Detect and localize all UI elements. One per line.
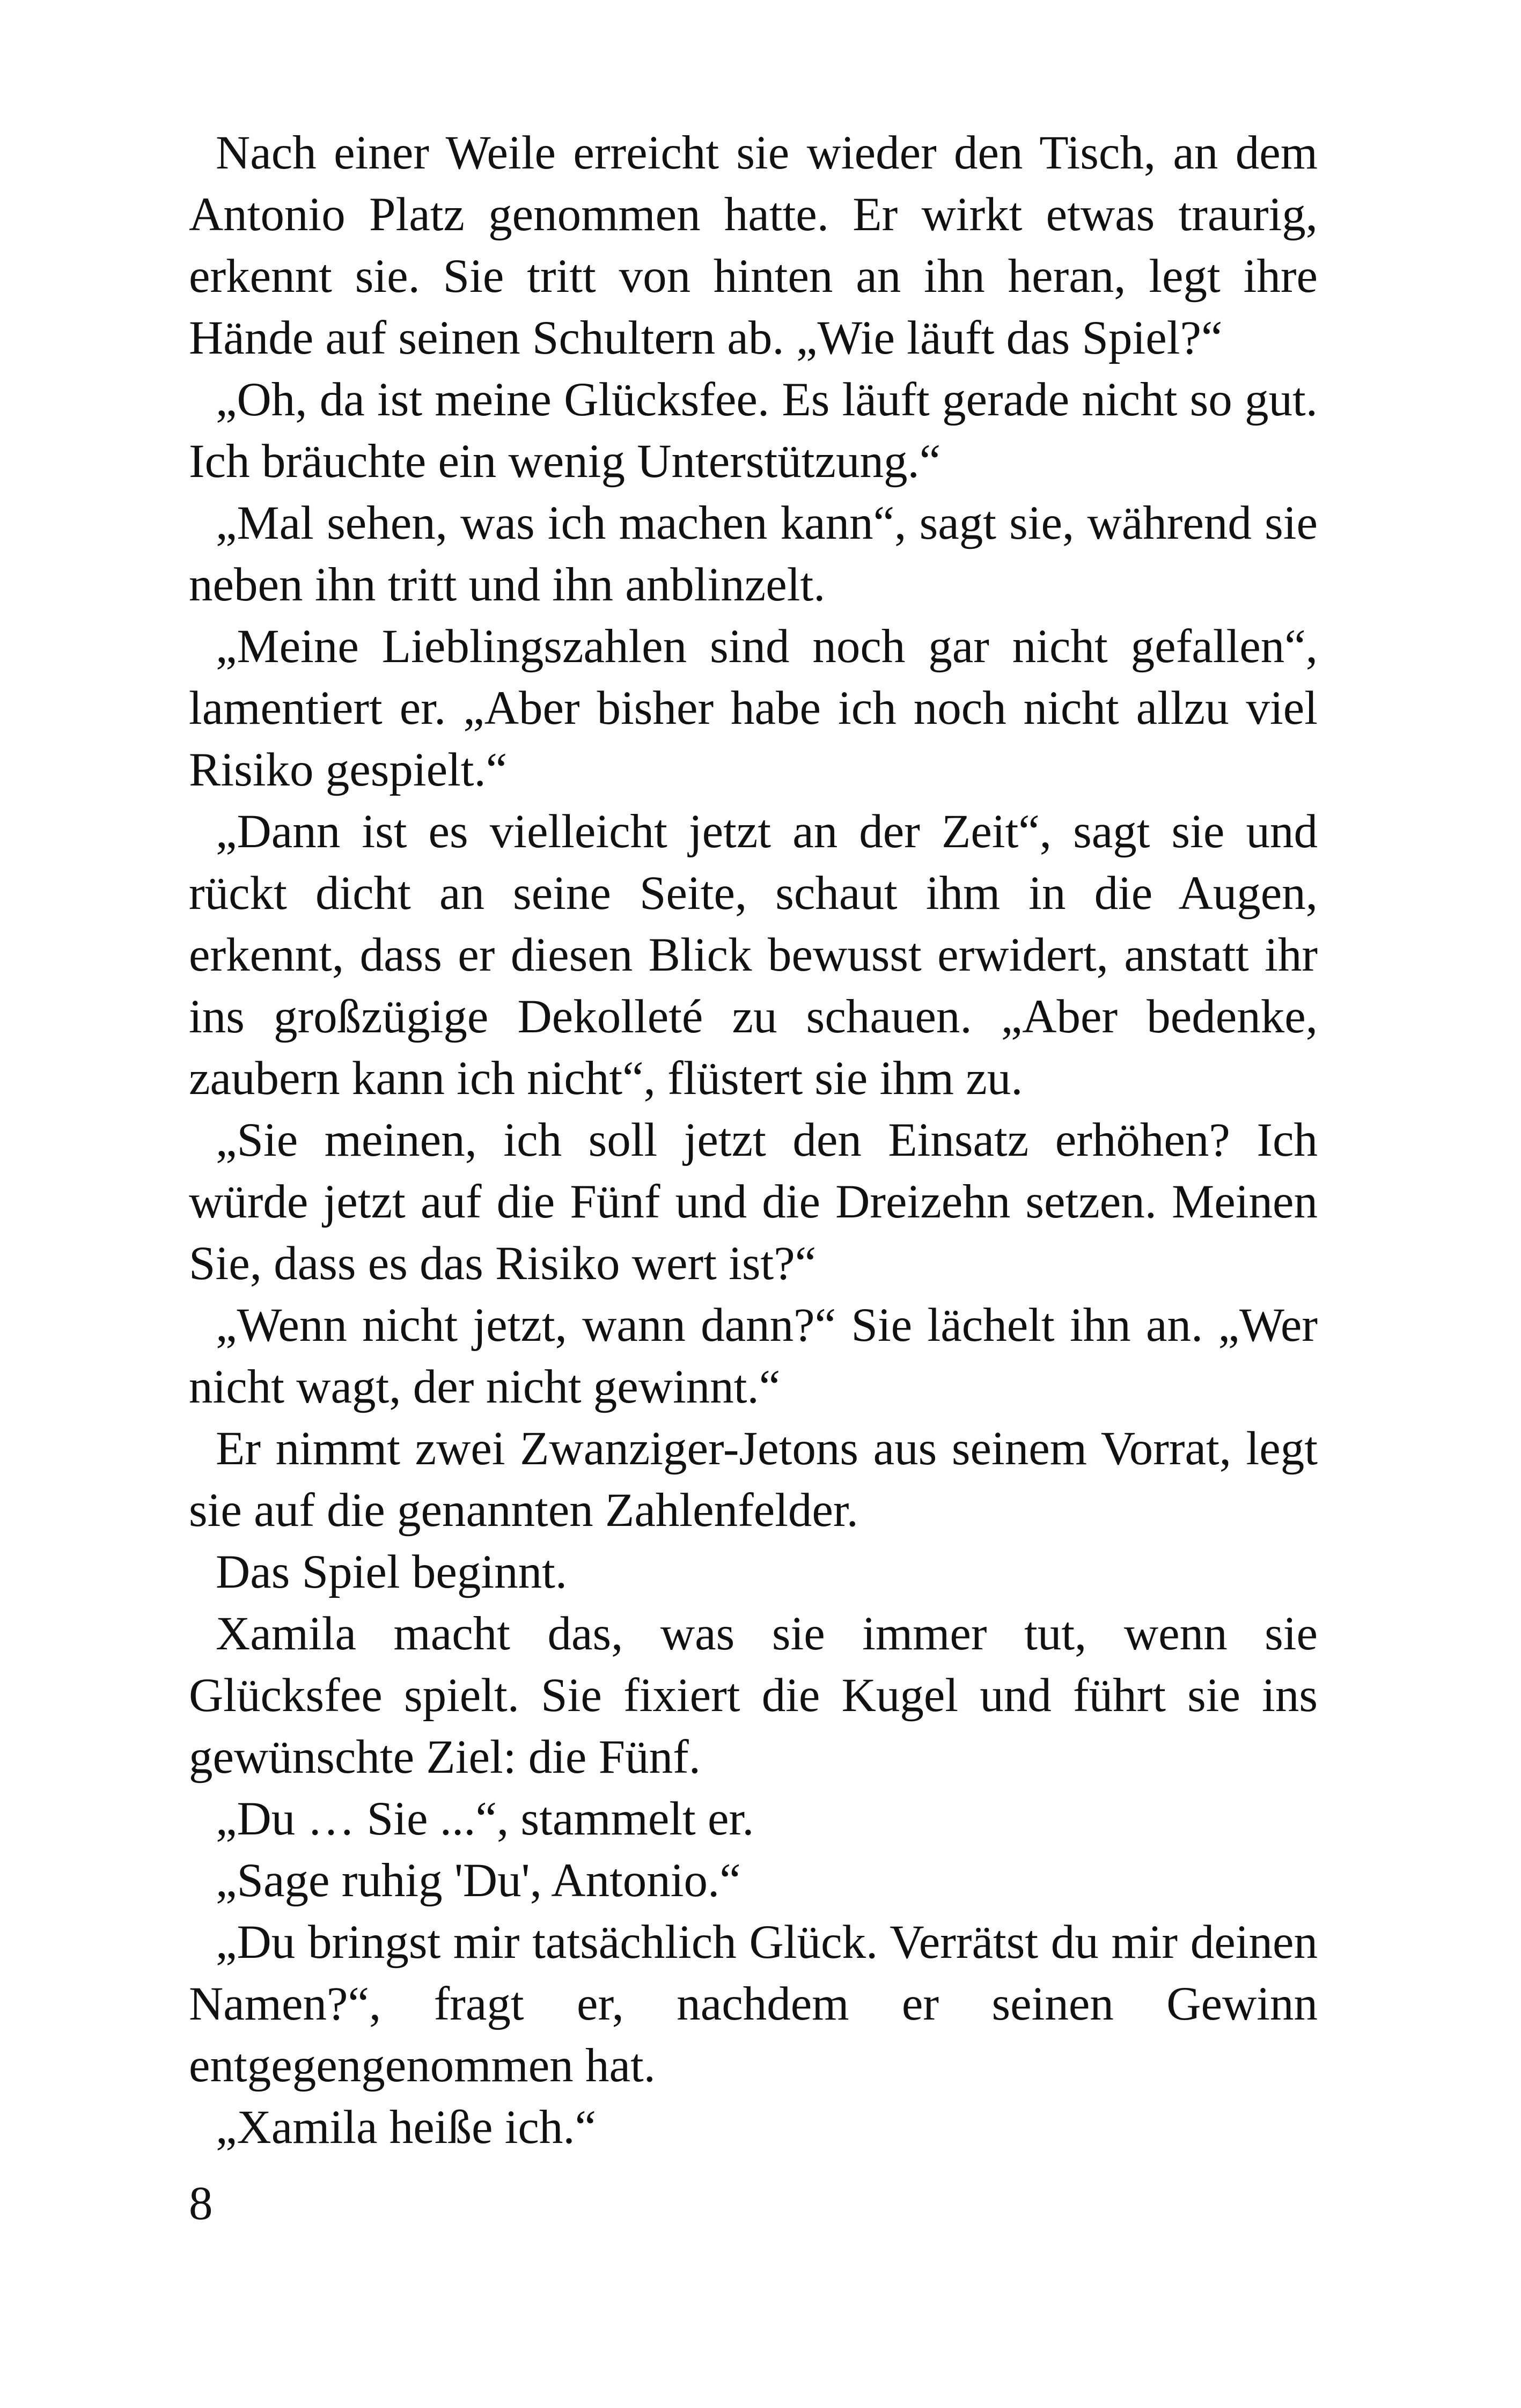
page-number: 8 xyxy=(189,2177,213,2230)
paragraph: Xamila macht das, was sie immer tut, wenn sie Glücksfee spielt. Sie fixiert die Kugel und führt sie ins gewünschte Ziel: die Fünf. xyxy=(189,1607,1318,1783)
paragraph: „Meine Lieblingszahlen sind noch gar nicht gefallen“, lamentiert er. „Aber bisher habe ich noch nicht allzu viel Risiko gespielt.“ xyxy=(189,620,1318,796)
paragraph: Er nimmt zwei Zwanziger-Jetons aus seinem Vorrat, legt sie auf die genannten Zahlenfelder. xyxy=(189,1422,1318,1537)
body-text xyxy=(189,122,1318,2159)
paragraph: „Oh, da ist meine Glücksfee. Es läuft gerade nicht so gut. Ich bräuchte ein wenig Unterstützung.“ xyxy=(189,373,1318,488)
paragraph: „Sie meinen, ich soll jetzt den Einsatz erhöhen? Ich würde jetzt auf die Fünf und die Dreizehn setzen. Meinen Sie, dass es das Risiko wert ist?“ xyxy=(189,1114,1318,1290)
paragraph: „Xamila heiße ich.“ xyxy=(216,2101,597,2154)
paragraph: „Wenn nicht jetzt, wann dann?“ Sie lächelt ihn an. „Wer nicht wagt, der nicht gewinnt.“ xyxy=(189,1299,1318,1413)
paragraph: „Sage ruhig 'Du', Antonio.“ xyxy=(216,1854,741,1907)
paragraph: „Du bringst mir tatsächlich Glück. Verrätst du mir deinen Namen?“, fragt er, nachdem er seinen Gewinn entgegengenommen hat. xyxy=(189,1916,1318,2092)
paragraph: „Dann ist es vielleicht jetzt an der Zeit“, sagt sie und rückt dicht an seine Seite, schaut ihm in die Augen, erkennt, dass er diesen Blick bewusst erwidert, anstatt ihr ins großzügige Dekolleté zu schauen. „Aber bedenke, zaubern kann ich nicht“, flüstert sie ihm zu. xyxy=(189,805,1318,1105)
paragraph: Das Spiel beginnt. xyxy=(216,1546,568,1598)
paragraph: Nach einer Weile erreicht sie wieder den Tisch, an dem Antonio Platz genommen hatte. Er wirkt etwas traurig, erkennt sie. Sie tritt von hinten an ihn heran, legt ihre Hände auf seinen Schultern ab. „Wie läuft das Spiel?“ xyxy=(189,127,1318,364)
paragraph: „Du … Sie ...“, stammelt er. xyxy=(216,1793,754,1845)
paragraph: „Mal sehen, was ich machen kann“, sagt sie, während sie neben ihn tritt und ihn anblinzelt. xyxy=(189,497,1318,611)
